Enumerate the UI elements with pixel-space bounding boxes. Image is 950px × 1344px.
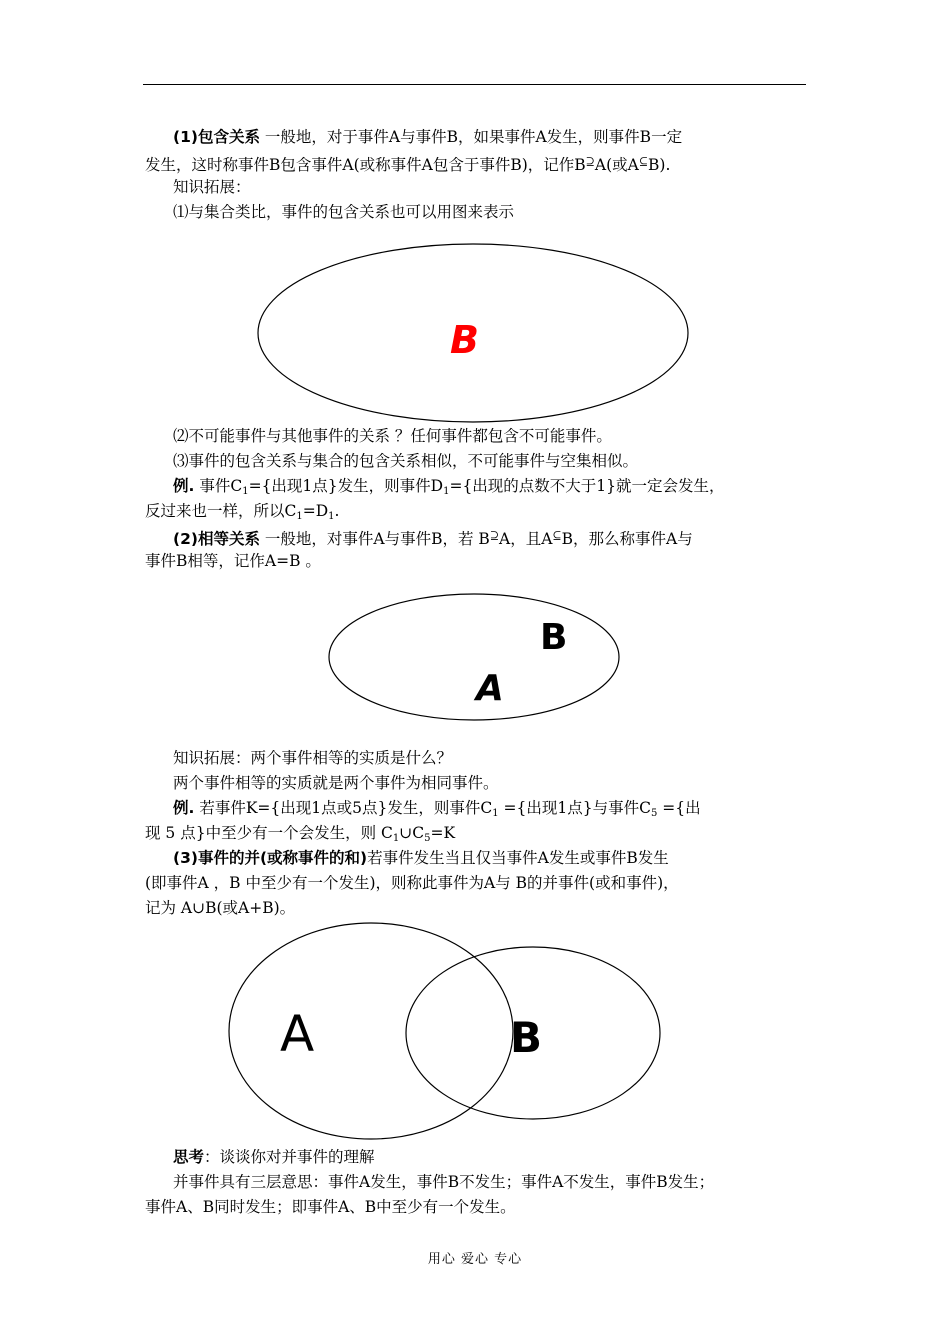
page-footer: 用心 爱心 专心 — [427, 1252, 523, 1267]
subscript: 1 — [328, 511, 335, 522]
inclusion-title: (1)包含关系 — [173, 128, 260, 146]
knowledge-extension-label: 知识拓展： — [173, 178, 251, 196]
superset-symbol: ⊇ — [489, 529, 500, 542]
example-text: =D — [302, 502, 329, 520]
union-paragraph-line2: (即事件A ，B 中至少有一个发生)，则称此事件为A与 B的并事件(或和事件)， — [145, 874, 679, 892]
union-text: 若事件发生当且仅当事件A发生或事件B发生 — [367, 849, 669, 867]
example-text: ={出现的点数不大于1}就一定会发生， — [449, 477, 725, 495]
example-label: 例. — [173, 477, 195, 495]
example-label: 例. — [173, 799, 195, 817]
extension-item-2: ⑵不可能事件与其他事件的关系 ？任何事件都包含不可能事件。 — [173, 427, 612, 445]
union-paragraph-line1 — [173, 847, 838, 869]
think-label: 思考 — [173, 1148, 205, 1166]
equality-ellipse — [329, 594, 619, 720]
equality-paragraph-line1 — [173, 525, 838, 550]
subset-symbol: ⊆ — [552, 529, 562, 542]
equality-text: B，那么称事件A与 — [561, 530, 693, 548]
equality-extension-answer: 两个事件相等的实质就是两个事件为相同事件。 — [173, 774, 499, 792]
subscript: 5 — [650, 808, 658, 819]
equality-label-a: A — [476, 668, 504, 709]
subscript: 1 — [296, 511, 303, 522]
equality-title: (2)相等关系 — [173, 530, 260, 548]
equality-example-line1 — [173, 797, 838, 825]
subscript: 1 — [392, 833, 400, 844]
inclusion-example-line2 — [145, 500, 810, 528]
equality-text: 一般地，对事件A与事件B，若 B — [264, 530, 490, 548]
subscript: 5 — [424, 833, 431, 844]
equality-text: A，且A — [499, 530, 553, 548]
example-text: 事件C — [199, 477, 243, 495]
union-label-b: B — [510, 1013, 543, 1062]
think-line — [173, 1146, 838, 1168]
union-label-a: A — [280, 1005, 315, 1063]
superset-symbol: ⊇ — [585, 155, 595, 168]
equality-extension-question: 知识拓展：两个事件相等的实质是什么？ — [173, 749, 453, 767]
inclusion-example-line1 — [173, 475, 838, 503]
example-text: 若事件K={出现1点或5点}发生，则事件C — [199, 799, 493, 817]
example-text: ={出 — [657, 799, 701, 817]
example-text: . — [334, 502, 340, 520]
inclusion-text-part: A(或A — [594, 156, 639, 174]
subscript: 1 — [242, 486, 249, 497]
inclusion-text-part: 发生，这时称事件B包含事件A(或称事件A包含于事件B)，记作B — [145, 156, 586, 174]
union-title: (3)事件的并(或称事件的和) — [173, 849, 368, 867]
union-ellipse-a — [229, 923, 513, 1139]
union-paragraph-line3: 记为 A∪B(或A+B)。 — [145, 899, 296, 917]
subscript: 1 — [443, 486, 450, 497]
think-text: ：谈谈你对并事件的理解 — [204, 1148, 375, 1166]
extension-item-3: ⑶事件的包含关系与集合的包含关系相似，不可能事件与空集相似。 — [173, 452, 639, 470]
subscript: 1 — [492, 808, 499, 819]
example-text: =K — [430, 824, 456, 842]
inclusion-text: 一般地，对于事件A与事件B，如果事件A发生，则事件B一定 — [264, 128, 683, 146]
inclusion-text-part: B). — [648, 156, 671, 174]
subset-symbol: ⊆ — [638, 155, 649, 168]
extension-item-1: ⑴与集合类比，事件的包含关系也可以用图来表示 — [173, 203, 515, 221]
example-text: ={出现1点}发生，则事件D — [248, 477, 444, 495]
example-text: 现 5 点}中至少有一个会发生，则 C — [145, 824, 393, 842]
equality-paragraph-line2: 事件B相等，记作A=B 。 — [145, 552, 321, 570]
union-answer-line2: 事件A、B同时发生；即事件A、B中至少有一个发生。 — [145, 1198, 516, 1216]
example-text: ={出现1点}与事件C — [498, 799, 651, 817]
example-text: ∪C — [399, 824, 425, 842]
inclusion-label-b: B — [450, 318, 479, 362]
union-answer-line1: 并事件具有三层意思：事件A发生，事件B不发生；事件A不发生，事件B发生； — [173, 1173, 715, 1191]
equality-example-line2 — [145, 822, 810, 850]
example-text: 反过来也一样，所以C — [145, 502, 297, 520]
equality-label-b: B — [540, 617, 568, 658]
